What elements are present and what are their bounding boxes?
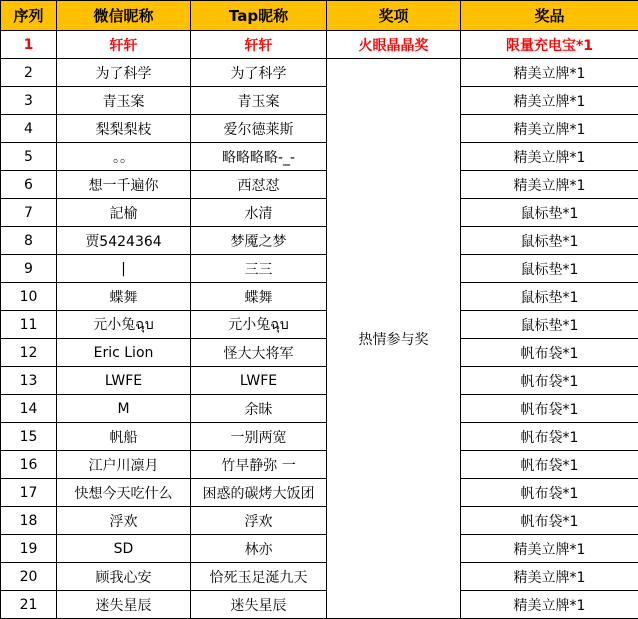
cell-seq: 1	[1, 31, 57, 59]
cell-wechat: 为了科学	[57, 59, 191, 87]
cell-prize: 精美立牌*1	[461, 563, 638, 591]
cell-seq: 17	[1, 479, 57, 507]
cell-tap: 迷失星辰	[191, 591, 327, 619]
header-wechat-nickname: 微信昵称	[57, 1, 191, 31]
cell-prize: 精美立牌*1	[461, 535, 638, 563]
cell-prize: 鼠标垫*1	[461, 227, 638, 255]
cell-tap: 为了科学	[191, 59, 327, 87]
cell-wechat: 贾5424364	[57, 227, 191, 255]
cell-seq: 5	[1, 143, 57, 171]
cell-wechat: 元小兔ฉุบ	[57, 311, 191, 339]
cell-tap: 林亦	[191, 535, 327, 563]
cell-seq: 13	[1, 367, 57, 395]
cell-seq: 14	[1, 395, 57, 423]
cell-wechat: 記榆	[57, 199, 191, 227]
cell-prize: 精美立牌*1	[461, 591, 638, 619]
header-tap-nickname: Tap昵称	[191, 1, 327, 31]
cell-prize: 帆布袋*1	[461, 451, 638, 479]
table-row	[1, 199, 638, 227]
cell-wechat: 轩轩	[57, 31, 191, 59]
table-row	[1, 143, 638, 171]
cell-prize: 精美立牌*1	[461, 87, 638, 115]
cell-prize: 帆布袋*1	[461, 367, 638, 395]
header-prize: 奖品	[461, 1, 638, 31]
cell-seq: 11	[1, 311, 57, 339]
header-seq: 序列	[1, 1, 57, 31]
cell-tap: 西怼怼	[191, 171, 327, 199]
cell-tap: 水清	[191, 199, 327, 227]
cell-tap: 困惑的碳烤大饭团	[191, 479, 327, 507]
cell-wechat: 蝶舞	[57, 283, 191, 311]
cell-seq: 6	[1, 171, 57, 199]
cell-award-merged: 热情参与奖	[327, 59, 461, 619]
table-row	[1, 395, 638, 423]
table-row-top-winner	[1, 31, 638, 59]
cell-wechat: LWFE	[57, 367, 191, 395]
cell-prize: 鼠标垫*1	[461, 255, 638, 283]
cell-seq: 8	[1, 227, 57, 255]
cell-seq: 21	[1, 591, 57, 619]
cell-award: 火眼晶晶奖	[327, 31, 461, 59]
table-row	[1, 423, 638, 451]
cell-tap: 三三	[191, 255, 327, 283]
cell-tap: 轩轩	[191, 31, 327, 59]
header-row	[1, 1, 638, 31]
table-row	[1, 115, 638, 143]
cell-prize: 鼠标垫*1	[461, 283, 638, 311]
cell-wechat: 江户川凛月	[57, 451, 191, 479]
cell-wechat: 梨梨梨枝	[57, 115, 191, 143]
cell-wechat: 浮欢	[57, 507, 191, 535]
cell-tap: 略略略略-_-	[191, 143, 327, 171]
cell-prize: 精美立牌*1	[461, 115, 638, 143]
table-row	[1, 311, 638, 339]
table-row	[1, 591, 638, 619]
table-row	[1, 367, 638, 395]
cell-wechat: 想一千遍你	[57, 171, 191, 199]
table-row	[1, 59, 638, 87]
cell-seq: 18	[1, 507, 57, 535]
cell-seq: 10	[1, 283, 57, 311]
cell-prize: 精美立牌*1	[461, 59, 638, 87]
cell-wechat: 青玉案	[57, 87, 191, 115]
cell-seq: 16	[1, 451, 57, 479]
cell-wechat: |	[57, 255, 191, 283]
cell-wechat: 迷失星辰	[57, 591, 191, 619]
cell-tap: 蝶舞	[191, 283, 327, 311]
cell-prize: 精美立牌*1	[461, 143, 638, 171]
cell-seq: 2	[1, 59, 57, 87]
cell-tap: 浮欢	[191, 507, 327, 535]
table-row	[1, 507, 638, 535]
cell-tap: LWFE	[191, 367, 327, 395]
cell-prize: 精美立牌*1	[461, 171, 638, 199]
table-row	[1, 283, 638, 311]
cell-wechat: 顾我心安	[57, 563, 191, 591]
cell-prize: 限量充电宝*1	[461, 31, 638, 59]
cell-seq: 7	[1, 199, 57, 227]
table-row	[1, 451, 638, 479]
cell-tap: 怪大大将军	[191, 339, 327, 367]
cell-prize: 帆布袋*1	[461, 423, 638, 451]
table-row	[1, 171, 638, 199]
header-award: 奖项	[327, 1, 461, 31]
cell-seq: 9	[1, 255, 57, 283]
cell-prize: 帆布袋*1	[461, 479, 638, 507]
cell-wechat: Eric Lion	[57, 339, 191, 367]
table-row	[1, 87, 638, 115]
cell-tap: 一别两宽	[191, 423, 327, 451]
cell-seq: 4	[1, 115, 57, 143]
cell-wechat: 帆船	[57, 423, 191, 451]
table-row	[1, 255, 638, 283]
cell-tap: 竹早静弥 一	[191, 451, 327, 479]
cell-tap: 青玉案	[191, 87, 327, 115]
cell-prize: 鼠标垫*1	[461, 199, 638, 227]
table-row	[1, 479, 638, 507]
cell-seq: 20	[1, 563, 57, 591]
cell-tap: 元小兔ฉุบ	[191, 311, 327, 339]
cell-seq: 19	[1, 535, 57, 563]
table-row	[1, 227, 638, 255]
cell-wechat: M	[57, 395, 191, 423]
cell-prize: 帆布袋*1	[461, 507, 638, 535]
table-row	[1, 563, 638, 591]
cell-seq: 12	[1, 339, 57, 367]
cell-tap: 恰死玉足涎九天	[191, 563, 327, 591]
cell-wechat: 。。	[57, 143, 191, 171]
cell-tap: 余昧	[191, 395, 327, 423]
table-row	[1, 535, 638, 563]
cell-wechat: 快想今天吃什么	[57, 479, 191, 507]
cell-tap: 梦魇之梦	[191, 227, 327, 255]
table-row	[1, 339, 638, 367]
cell-seq: 15	[1, 423, 57, 451]
cell-prize: 帆布袋*1	[461, 395, 638, 423]
cell-wechat: SD	[57, 535, 191, 563]
cell-tap: 爱尔德莱斯	[191, 115, 327, 143]
cell-prize: 帆布袋*1	[461, 339, 638, 367]
cell-prize: 鼠标垫*1	[461, 311, 638, 339]
cell-seq: 3	[1, 87, 57, 115]
